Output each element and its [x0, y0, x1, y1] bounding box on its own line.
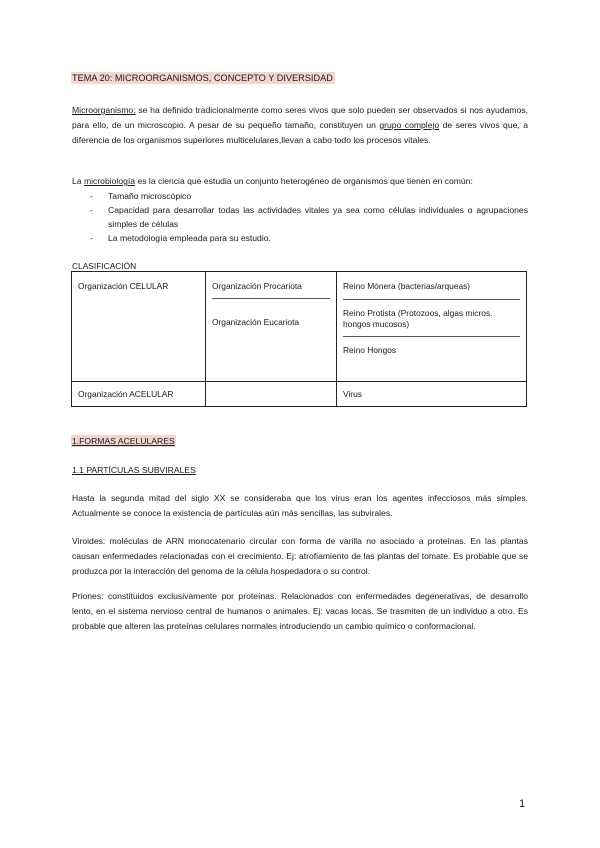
micro-prefix: La — [72, 176, 84, 186]
table-cell — [72, 382, 206, 407]
micro-text: es la ciencia que estudia un conjunto heterogéneo de organismos que tienen en común: — [135, 176, 473, 186]
cell-eucariota: Organización Eucariota — [212, 317, 300, 327]
table-cell — [206, 382, 337, 407]
cell-hongos: Reino Hongos — [343, 345, 397, 355]
characteristics-list — [72, 189, 528, 245]
micro-term: microbiología — [83, 176, 136, 186]
table-row — [72, 272, 527, 382]
cell-celular: Organización CELULAR — [78, 281, 169, 291]
paragraph-priones: Priones: constituidos exclusivamente por proteínas. Relacionados con enfermedades degenerativas, de desarrollo lento, en el sistema nervioso central de humanos o animales. Ej: vacas locas. Se trasmiten de un individuo a otro. Es probable que alteren las proteínas celulares normales introduciendo un cambio químico o conformacional. — [72, 591, 528, 631]
page-title: TEMA 20: MICROORGANISMOS, CONCEPTO Y DIVERSIDAD — [72, 73, 333, 83]
intro-underlined: grupo complejo — [379, 120, 440, 130]
microbiology-paragraph — [72, 174, 528, 245]
cell-acelular: Organización ACELULAR — [78, 389, 174, 399]
table-cell — [337, 272, 527, 382]
divider — [343, 336, 520, 337]
list-item: - Tamaño microscópico — [72, 189, 528, 203]
page-number: 1 — [519, 798, 526, 810]
classification-table — [71, 271, 527, 407]
paragraph-viroides: Viroides: moléculas de ARN monocatenario circular con forma de varilla no asociado a proteínas. En las plantas causan enfermedades relacionadas con el crecimiento. Ej: atrofiamiento de las plantas del tomate. Es probable que se produzca por la interacción del genoma de la célula hospedadora o su control. — [72, 536, 528, 576]
intro-term: Microorganismo: — [72, 105, 136, 115]
intro-paragraph — [72, 103, 528, 148]
divider — [212, 298, 330, 299]
table-cell — [206, 272, 337, 382]
cell-procariota: Organización Procariota — [212, 281, 302, 291]
table-row — [72, 382, 527, 407]
intro-text-b: de seres vivos que, a diferencia de los organismos superiores multicelulares,llevan a cabo todo los procesos vitales. — [72, 120, 528, 145]
list-item: - La metodología empleada para su estudio. — [72, 231, 528, 245]
classification-label: CLASIFICACIÓN — [72, 261, 137, 271]
cell-monera: Reino Mónera (bacterias/arqueas) — [343, 281, 471, 291]
list-item: - Capacidad para desarrollar todas las actividades vitales ya sea como células individuales o agrupaciones simples de células — [72, 203, 528, 231]
section-heading-formas-acelulares: 1.FORMAS ACELULARES — [72, 436, 175, 446]
table-cell — [72, 272, 206, 382]
paragraph-subvirales: Hasta la segunda mitad del siglo XX se consideraba que los virus eran los agentes infecciosos más simples. Actualmente se conoce la existencia de partículas aún más sencillas, las subvirales. — [72, 493, 528, 518]
intro-text-a: se ha definido tradicionalmente como seres vivos que solo pueden ser observados si nos ayudamos, para ello, de un microscopio. A pesar de su pequeño tamaño, constituyen un — [72, 105, 528, 130]
table-cell — [337, 382, 527, 407]
cell-protista: Reino Protista (Protozoos, algas micros. hongos mucosos) — [343, 308, 493, 329]
divider — [343, 299, 520, 300]
section-heading-particulas-subvirales: 1.1 PARTÍCULAS SUBVIRALES — [72, 465, 196, 475]
cell-virus: Virus — [343, 389, 362, 399]
